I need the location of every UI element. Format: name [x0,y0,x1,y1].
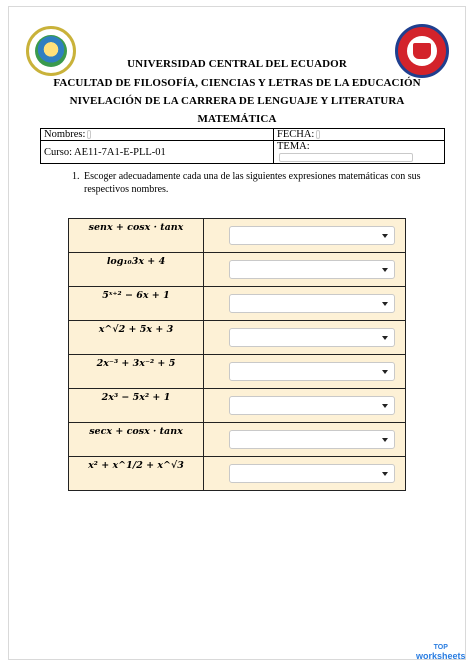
names-input[interactable] [87,130,91,139]
student-info-table [40,128,445,164]
faculty-title: FACULTAD DE FILOSOFÍA, CIENCIAS Y LETRAS DE LA EDUCACIÓN [53,77,421,89]
subject-title: MATEMÁTICA [197,113,277,125]
date-cell [274,129,445,141]
caret-down-icon [382,234,388,238]
instruction-number: 1. [72,171,80,182]
table-row [69,457,406,491]
program-title: NIVELACIÓN DE LA CARRERA DE LENGUAJE Y LITERATURA [69,95,405,107]
instruction [72,171,424,196]
answer-cell [204,355,406,389]
answer-cell [204,253,406,287]
topic-cell [274,141,445,164]
answer-dropdown[interactable] [229,328,395,347]
expression-cell: 2x³ − 5x² + 1 [69,389,204,423]
answer-dropdown[interactable] [229,430,395,449]
table-row [69,389,406,423]
university-title: UNIVERSIDAD CENTRAL DEL ECUADOR [127,58,347,70]
answer-dropdown[interactable] [229,464,395,483]
names-label: Nombres: [44,129,86,140]
table-row [69,219,406,253]
answer-dropdown[interactable] [229,226,395,245]
expression-cell: senx + cosx · tanx [69,219,204,253]
answer-cell [204,389,406,423]
expression-cell: 5ˣ⁺² − 6x + 1 [69,287,204,321]
table-row [69,287,406,321]
expression-cell: log₁₀3x + 4 [69,253,204,287]
answer-dropdown[interactable] [229,362,395,381]
table-row [69,253,406,287]
answer-dropdown[interactable] [229,294,395,313]
expression-cell: x^√2 + 5x + 3 [69,321,204,355]
caret-down-icon [382,336,388,340]
caret-down-icon [382,268,388,272]
answer-cell [204,423,406,457]
caret-down-icon [382,370,388,374]
topic-label: TEMA: [277,141,310,152]
caret-down-icon [382,302,388,306]
names-cell [41,129,274,141]
expression-cell: x² + x^1/2 + x^√3 [69,457,204,491]
topic-input[interactable] [279,153,413,162]
table-row [69,423,406,457]
date-label: FECHA: [277,129,315,140]
answer-dropdown[interactable] [229,396,395,415]
table-row [69,321,406,355]
caret-down-icon [382,404,388,408]
brand-top: TOP [433,644,448,651]
answer-cell [204,321,406,355]
answer-cell [204,219,406,253]
topworksheets-logo[interactable] [416,644,466,660]
expression-cell: secx + cosx · tanx [69,423,204,457]
matching-table [68,218,406,491]
table-row [69,355,406,389]
date-input[interactable] [316,130,320,139]
answer-dropdown[interactable] [229,260,395,279]
brand-bottom: worksheets [416,651,466,661]
course-cell [41,141,274,164]
course-label: Curso: AE11-7A1-E-PLL-01 [44,146,166,158]
answer-cell [204,287,406,321]
instruction-text: Escoger adecuadamente cada una de las siguientes expresiones matemáticas con sus respectivos nombres. [84,171,421,195]
caret-down-icon [382,472,388,476]
caret-down-icon [382,438,388,442]
expression-cell: 2x⁻³ + 3x⁻² + 5 [69,355,204,389]
answer-cell [204,457,406,491]
